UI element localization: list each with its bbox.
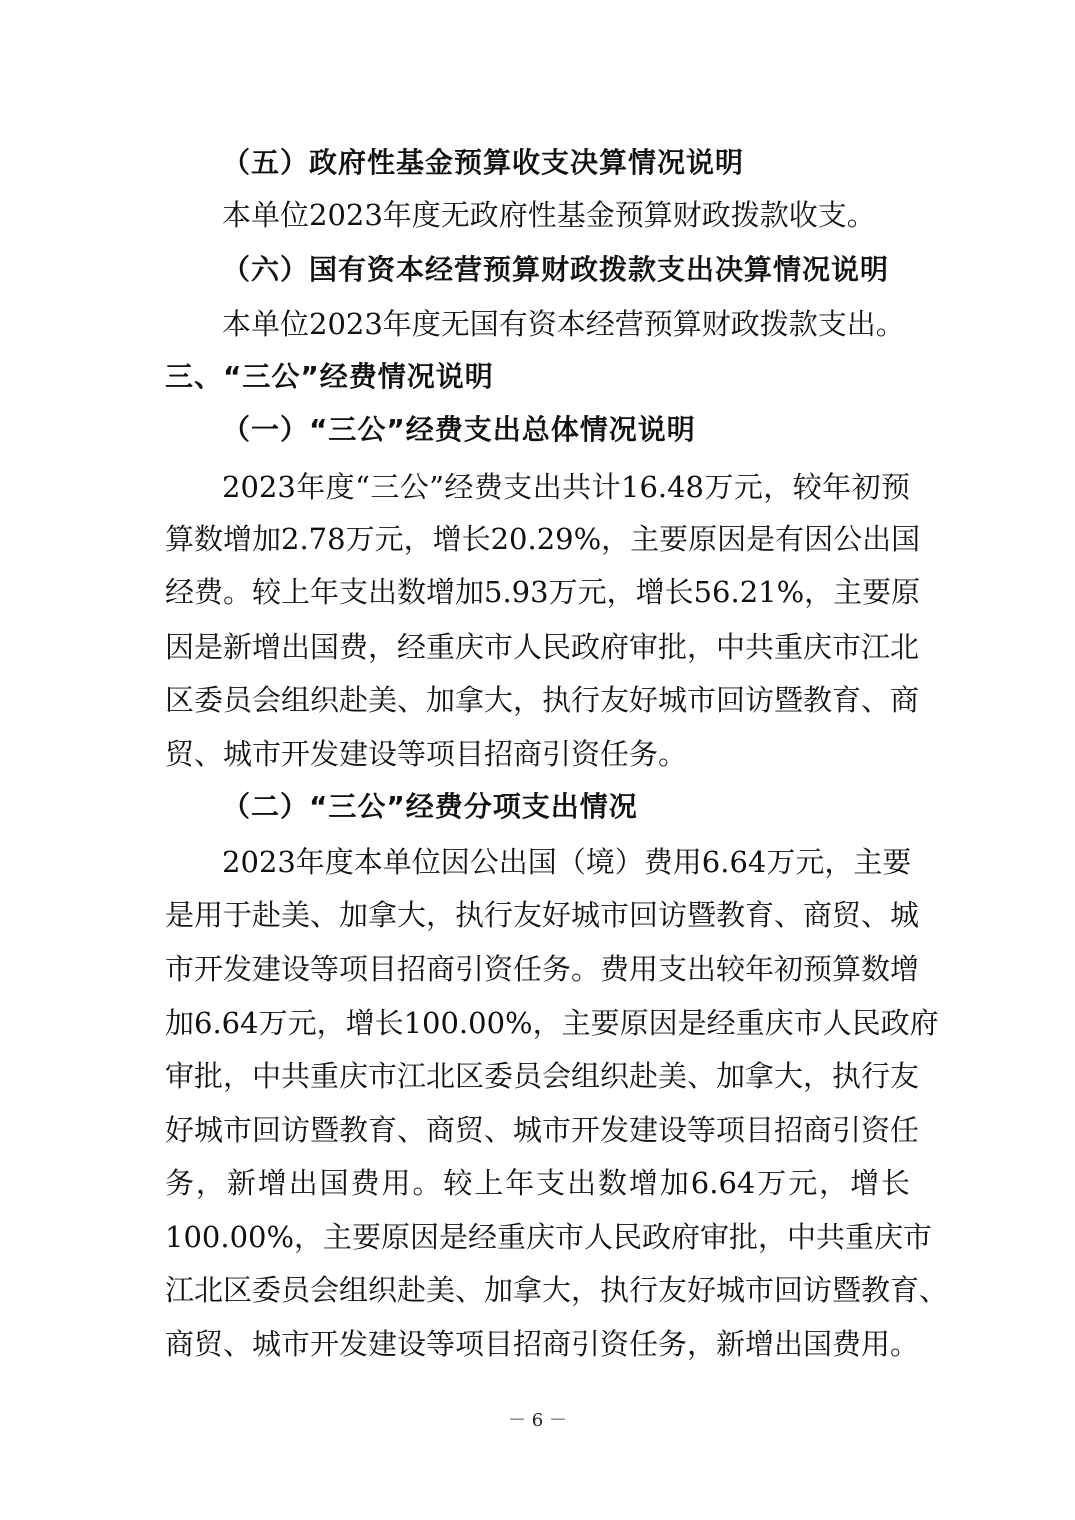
section-heading-government-fund: （五）政府性基金预算收支决算情况说明 (222, 146, 745, 179)
paragraph-line: 算数增加2.78万元，增长20.29%，主要原因是有因公出国 (165, 522, 921, 556)
paragraph-line: 2023年度“三公”经费支出共计16.48万元，较年初预 (222, 470, 910, 504)
section-heading-state-capital: （六）国有资本经营预算财政拨款支出决算情况说明 (222, 253, 890, 286)
paragraph-line: 本单位2023年度无国有资本经营预算财政拨款支出。 (222, 307, 905, 341)
paragraph-line: 区委员会组织赴美、加拿大，执行友好城市回访暨教育、商 (165, 683, 920, 717)
subsection-heading-overall: （一）“三公”经费支出总体情况说明 (222, 413, 696, 446)
part-heading-three-public: 三、“三公”经费情况说明 (165, 360, 494, 393)
paragraph-line: 2023年度本单位因公出国（境）费用6.64万元，主要 (222, 845, 912, 879)
paragraph-line: 是用于赴美、加拿大，执行友好城市回访暨教育、商贸、城 (165, 898, 920, 932)
paragraph-line: 商贸、城市开发建设等项目招商引资任务，新增出国费用。 (165, 1327, 920, 1361)
paragraph-line: 审批，中共重庆市江北区委员会组织赴美、加拿大，执行友 (165, 1059, 920, 1093)
paragraph-line: 江北区委员会组织赴美、加拿大，执行友好城市回访暨教育、 (165, 1273, 949, 1307)
paragraph-line: 贸、城市开发建设等项目招商引资任务。 (165, 737, 688, 771)
paragraph-line: 因是新增出国费，经重庆市人民政府审批，中共重庆市江北 (165, 630, 920, 664)
page-number: － 6 － (508, 1410, 567, 1431)
subsection-heading-itemized: （二）“三公”经费分项支出情况 (222, 790, 638, 823)
paragraph-line: 好城市回访暨教育、商贸、城市开发建设等项目招商引资任 (165, 1113, 920, 1147)
paragraph-line: 务，新增出国费用。较上年支出数增加6.64万元，增长 (165, 1166, 910, 1200)
paragraph-line: 加6.64万元，增长100.00%，主要原因是经重庆市人民政府 (165, 1006, 939, 1040)
paragraph-line: 市开发建设等项目招商引资任务。费用支出较年初预算数增 (165, 952, 920, 986)
paragraph-line: 100.00%，主要原因是经重庆市人民政府审批，中共重庆市 (165, 1220, 933, 1254)
paragraph-line: 经费。较上年支出数增加5.93万元，增长56.21%，主要原 (165, 575, 921, 609)
paragraph-line: 本单位2023年度无政府性基金预算财政拨款收支。 (222, 198, 876, 232)
